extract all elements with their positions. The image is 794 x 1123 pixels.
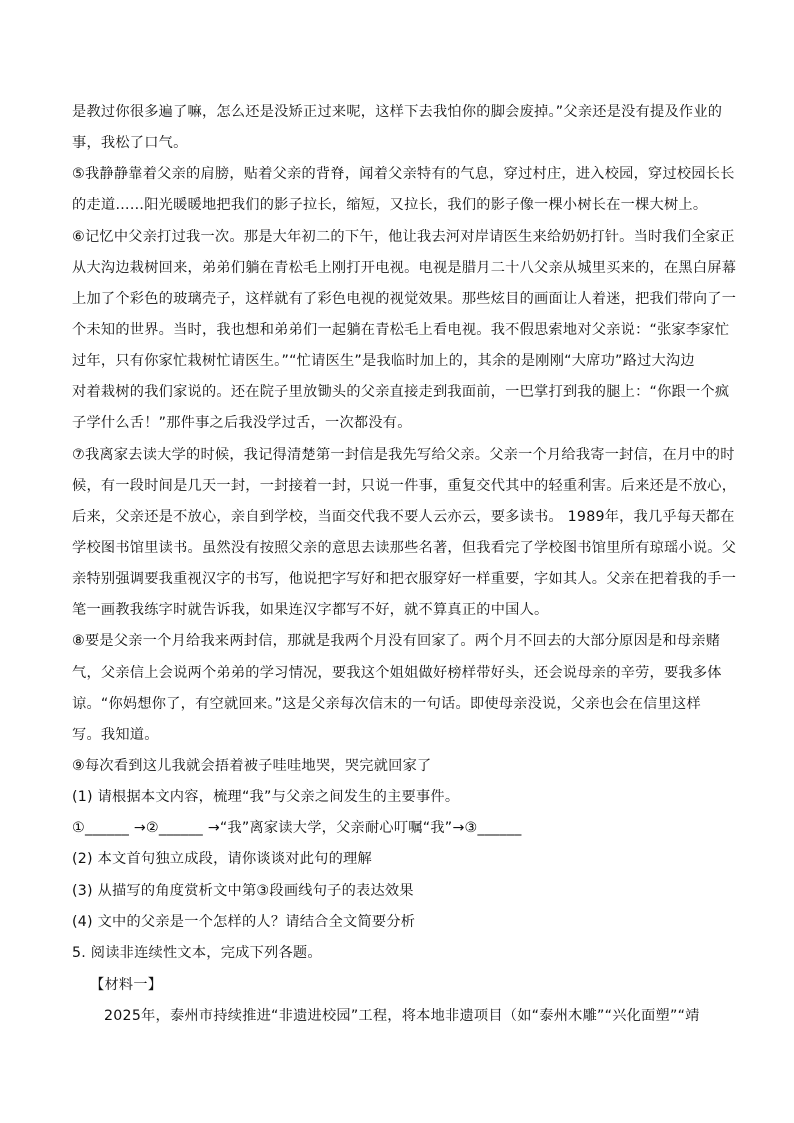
text-line: 对着栽树的我们家说的。还在院子里放锄头的父亲直接走到我面前，一巴掌打到我的腿上：“你跟一个疯 — [72, 384, 730, 400]
text-line: 写。我知道。 — [72, 727, 159, 743]
text-line: 后来，父亲还是不放心，亲自到学校，当面交代我不要人云亦云，要多读书。 1989年，我几乎每天都在 — [72, 509, 735, 525]
text-line: 笔一画教我练字时就告诉我，如果连汉字都写不好，就不算真正的中国人。 — [72, 602, 549, 618]
section-5-heading: 5. 阅读非连续性文本，完成下列各题。 — [72, 945, 322, 961]
question-2: (2) 本文首句独立成段，请你谈谈对此句的理解 — [72, 851, 372, 867]
text-line: 个未知的世界。当时，我也想和弟弟们一起躺在青松毛上看电视。我不假思索地对父亲说：“张家李家忙 — [72, 322, 730, 338]
question-4: (4) 文中的父亲是一个怎样的人？请结合全文简要分析 — [72, 914, 416, 930]
text-line: ⑨每次看到这儿我就会捂着被子哇哇地哭，哭完就回家了 — [72, 758, 432, 774]
question-1-blanks: ①______ →②______ →“我”离家读大学，父亲耐心叮嘱“我”→③______ — [72, 820, 522, 836]
text-line: 2025年，泰州市持续推进“非遗进校园”工程，将本地非遗项目（如“泰州木雕”“兴化面塑”“靖 — [104, 1008, 700, 1024]
material-one-label: 【材料一】 — [90, 977, 163, 993]
text-line: 的走道……阳光暖暖地把我们的影子拉长，缩短，又拉长，我们的影子像一棵小树长在一棵大树上。 — [72, 197, 708, 213]
text-line: 是教过你很多遍了嘛，怎么还是没矫正过来呢，这样下去我怕你的脚会废掉。”父亲还是没有提及作业的 — [72, 104, 723, 120]
text-line: 学校图书馆里读书。虽然没有按照父亲的意思去读那些名著，但我看完了学校图书馆里所有琼瑶小说。父 — [72, 540, 737, 556]
text-line: 子学什么舌！”那件事之后我没学过舌，一次都没有。 — [72, 415, 412, 431]
text-line: ⑧要是父亲一个月给我来两封信，那就是我两个月没有回家了。两个月不回去的大部分原因是和母亲赌 — [72, 633, 721, 649]
text-line: 气，父亲信上会说两个弟弟的学习情况，要我这个姐姐做好榜样带好头，还会说母亲的辛劳，要我多体 — [72, 665, 722, 681]
text-line: ⑦我离家去读大学的时候，我记得清楚第一封信是我先写给父亲。父亲一个月给我寄一封信，在月中的时 — [72, 447, 735, 463]
text-line: 谅。“你妈想你了，有空就回来。”这是父亲每次信末的一句话。即使母亲没说，父亲也会在信里这样 — [72, 696, 701, 712]
text-line: ⑤我静静靠着父亲的肩膀，贴着父亲的背脊，闻着父亲特有的气息，穿过村庄，进入校园，穿过校园长长 — [72, 166, 735, 182]
question-3: (3) 从描写的角度赏析文中第③段画线句子的表达效果 — [72, 883, 414, 899]
text-line: 事，我松了口气。 — [72, 135, 188, 151]
text-line: 候，有一段时间是几天一封，一封接着一封，只说一件事，重复交代其中的轻重利害。后来还是不放心， — [72, 478, 737, 494]
text-line: ⑥记忆中父亲打过我一次。那是大年初二的下午，他让我去河对岸请医生来给奶奶打针。当时我们全家正 — [72, 229, 735, 245]
text-line: 亲特别强调要我重视汉字的书写，他说把字写好和把衣服穿好一样重要，字如其人。父亲在把着我的手一 — [72, 571, 737, 587]
question-1: (1) 请根据本文内容，梳理“我”与父亲之间发生的主要事件。 — [72, 789, 460, 805]
text-line: 从大沟边栽树回来，弟弟们躺在青松毛上刚打开电视。电视是腊月二十八父亲从城里买来的，在黑白屏幕 — [72, 260, 737, 276]
text-line: 上加了个彩色的玻璃壳子，这样就有了彩色电视的视觉效果。那些炫目的画面让人着迷，把我们带向了一 — [72, 291, 737, 307]
text-line: 过年，只有你家忙栽树忙请医生。”“忙请医生”是我临时加上的，其余的是刚刚“大席功”路过大沟边 — [72, 353, 695, 369]
